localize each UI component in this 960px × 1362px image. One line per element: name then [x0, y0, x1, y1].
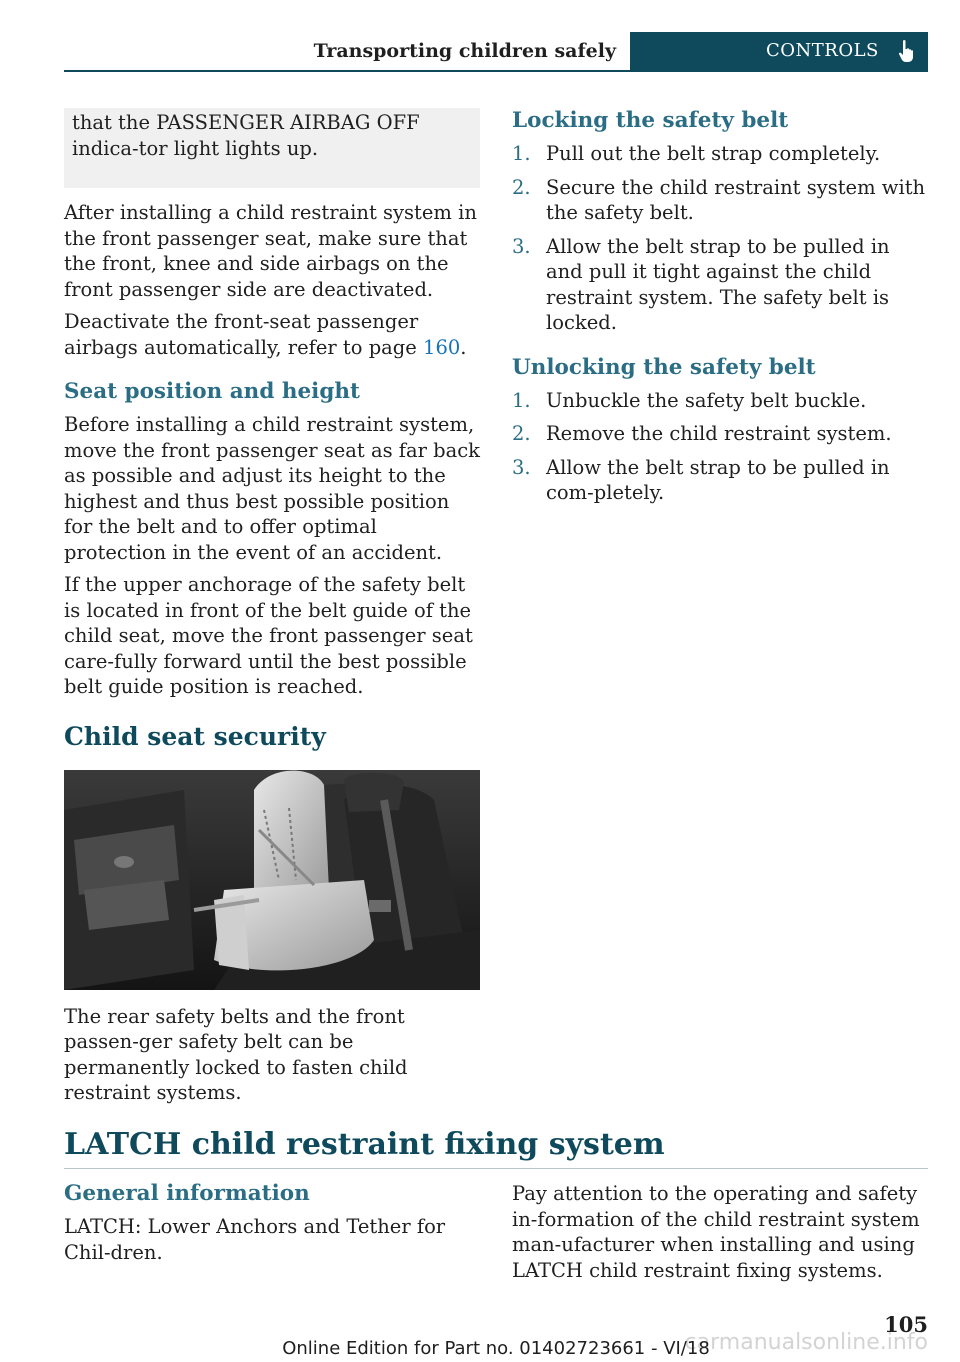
locking-heading: Locking the safety belt [512, 108, 789, 133]
list-item [512, 455, 928, 506]
step-number: 2. [512, 175, 531, 199]
step-text: Remove the child restraint system. [546, 422, 892, 445]
section-rule [64, 1168, 928, 1169]
page-header [64, 32, 928, 72]
header-chapter-tab [630, 32, 928, 70]
list-item [512, 388, 928, 414]
finger-pointer-icon [896, 39, 918, 63]
step-text: Unbuckle the safety belt buckle. [546, 388, 867, 412]
list-item [512, 175, 928, 226]
latch-attention-paragraph: Pay attention to the operating and safety in-formation of the child restraint system man-ufacturer when installing and using LATCH child restraint fixing systems. [512, 1182, 920, 1282]
list-item [512, 234, 928, 336]
deactivate-text-end: . [460, 335, 467, 359]
seat-position-heading: Seat position and height [64, 379, 360, 404]
list-item [512, 141, 928, 167]
locking-steps-list [512, 141, 928, 336]
header-section-title: Transporting children safely [313, 40, 616, 62]
header-rule [64, 70, 928, 72]
step-text: Secure the child restraint system with the safety belt. [546, 175, 926, 224]
header-chapter-label: CONTROLS [766, 40, 879, 61]
step-text: Allow the belt strap to be pulled in and pull it tight against the child restraint system. The safety belt is locked. [546, 234, 890, 334]
continued-note-box [64, 108, 480, 188]
step-number: 3. [512, 455, 531, 479]
step-number: 1. [512, 142, 531, 165]
unlocking-steps-list [512, 388, 928, 506]
general-information-heading: General information [64, 1181, 310, 1206]
edition-note: Online Edition for Part no. 01402723661 - VI/18 [282, 1338, 710, 1359]
unlocking-heading: Unlocking the safety belt [512, 354, 816, 380]
page-footer [64, 1312, 928, 1359]
step-text: Pull out the belt strap completely. [546, 142, 881, 165]
step-number: 3. [512, 234, 531, 258]
seat-position-paragraph: Before installing a child restraint system, move the front passenger seat as far back as possible and adjust its height to the highest and thus best possible position for the belt and to offer optimal protection in the event of an accident. [64, 413, 481, 564]
watermark: carmanualsonline.info [684, 1330, 928, 1355]
airbag-paragraph: After installing a child restraint system in the front passenger seat, make sure that the front, knee and side airbags on the front passenger side are deactivated. [64, 201, 477, 301]
figure-caption: The rear safety belts and the front passen-ger safety belt can be permanently locked to fasten child restraint systems. [64, 1004, 408, 1104]
page-reference-link[interactable]: 160 [423, 335, 461, 359]
latch-left-column [64, 1181, 480, 1272]
latch-right-column [512, 1181, 928, 1290]
right-column [512, 108, 928, 514]
upper-anchorage-paragraph: If the upper anchorage of the safety belt is located in front of the belt guide of the child seat, move the front passenger seat care-fully forward until the best possible belt guide position is reached. [64, 573, 473, 698]
deactivate-text: Deactivate the front-seat passenger airbags automatically, refer to page [64, 310, 424, 359]
rear-seat-drawing [64, 770, 480, 990]
latch-definition: LATCH: Lower Anchors and Tether for Chil-dren. [64, 1215, 446, 1264]
child-seat-illustration [64, 770, 480, 990]
child-seat-security-heading: Child seat security [64, 721, 326, 751]
step-text: Allow the belt strap to be pulled in com-pletely. [546, 455, 890, 504]
step-number: 2. [512, 422, 531, 445]
note-text: that the PASSENGER AIRBAG OFF indica-tor light lights up. [72, 111, 420, 160]
page-number: 105 [884, 1312, 928, 1337]
deactivate-paragraph [64, 309, 480, 360]
step-number: 1. [512, 388, 531, 412]
list-item [512, 421, 928, 447]
latch-section-title: LATCH child restraint fixing system [64, 1127, 665, 1162]
left-column [64, 108, 480, 1113]
